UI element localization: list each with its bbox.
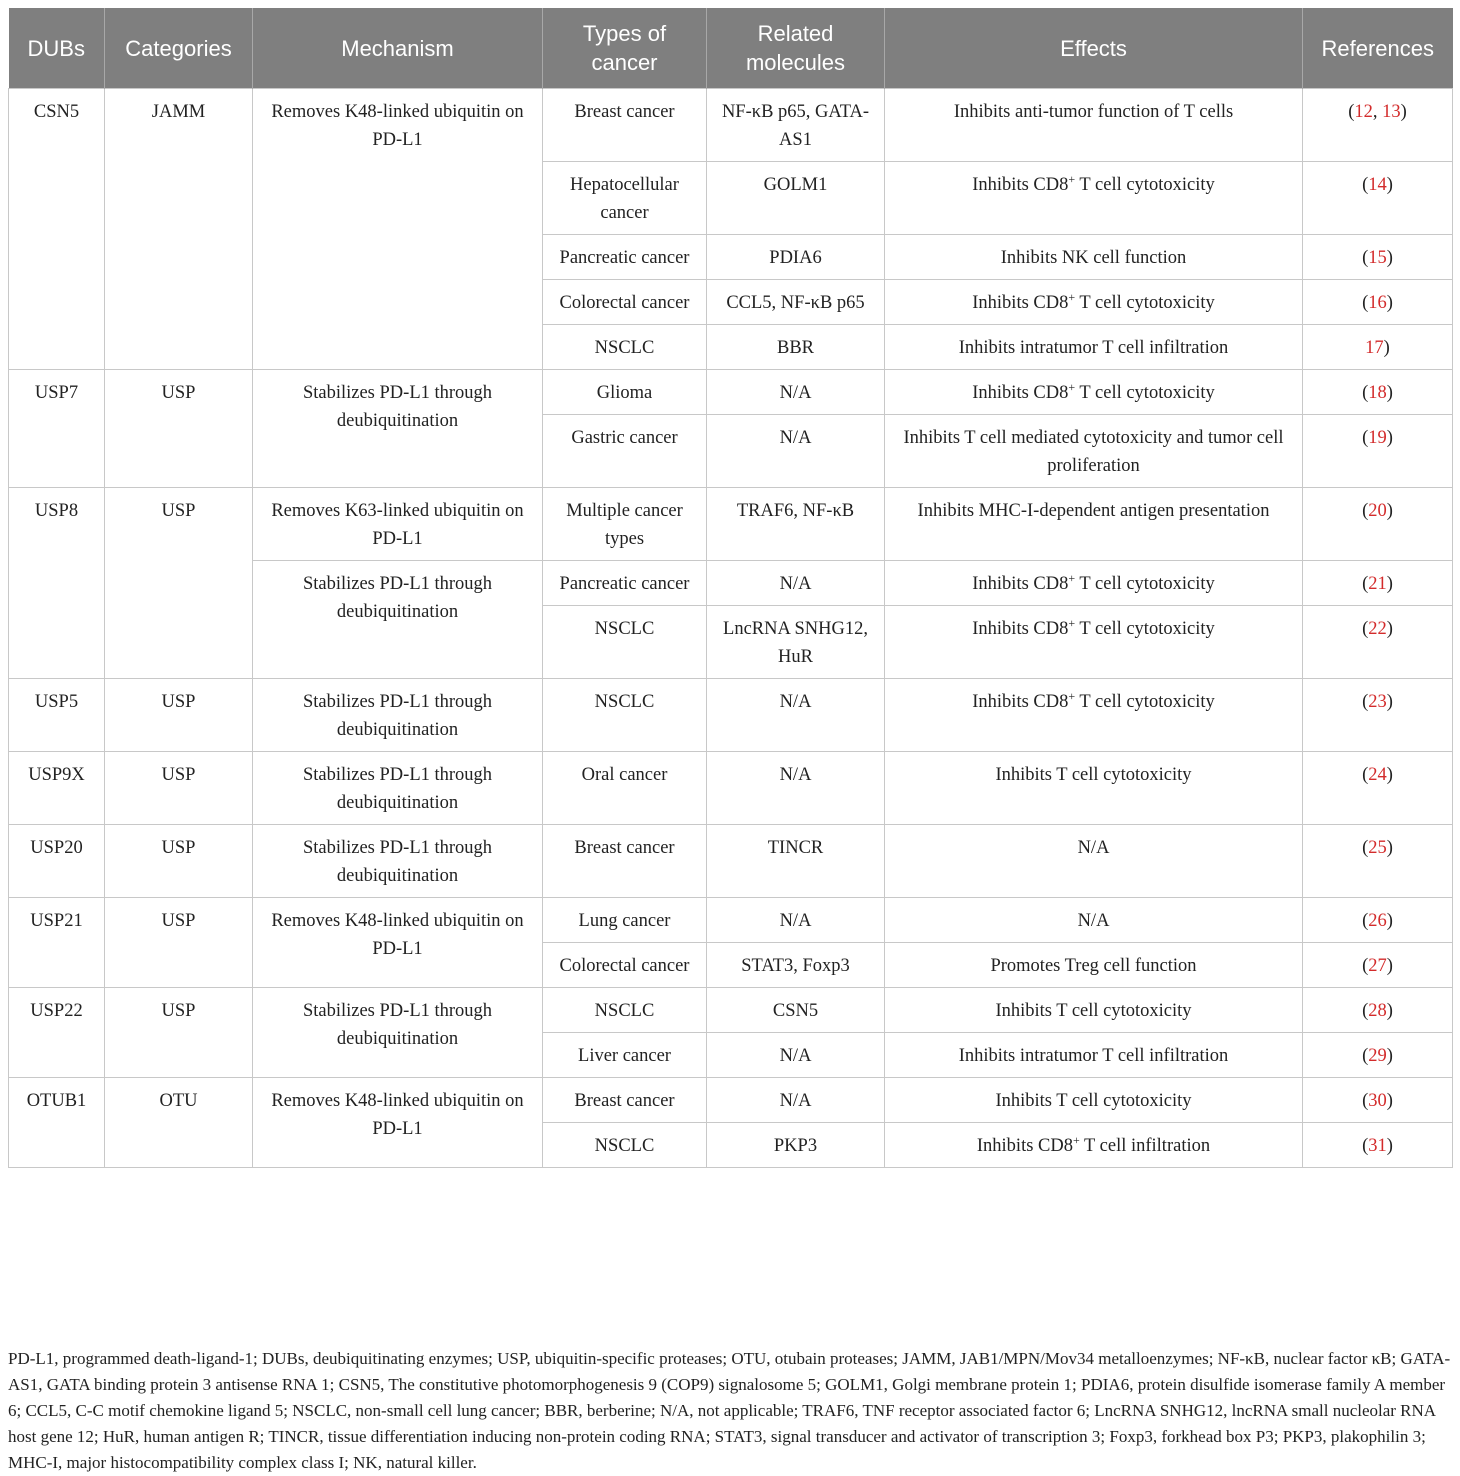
reference-cell bbox=[1303, 1123, 1453, 1168]
effect-text-rest: T cell cytotoxicity bbox=[1075, 619, 1215, 639]
category-cell: USP bbox=[105, 370, 253, 488]
table-footnote: PD-L1, programmed death-ligand-1; DUBs, deubiquitinating enzymes; USP, ubiquitin-specific proteases; OTU, otubain proteases; JAMM, JAB1/MPN/Mov34 metalloenzymes; NF-κB, nuclear factor κB; GATA-AS1, GATA binding protein 3 antisense RNA 1; CSN5, The constitutive photomorphogenesis 9 (COP9) signalosome 5; GOLM1, Golgi membrane protein 1; PDIA6, protein disulfide isomerase family A member 6; CCL5, C-C motif chemokine ligand 5; NSCLC, non-small cell lung cancer; BBR, berberine; N/A, not applicable; TRAF6, TNF receptor associated factor 6; LncRNA SNHG12, lncRNA small nucleolar RNA host gene 12; HuR, human antigen R; TINCR, tissue differentiation inducing non-protein coding RNA; STAT3, signal transducer and activator of transcription 3; Foxp3, forkhead box P3; PKP3, plakophilin 3; MHC-I, major histocompatibility complex class I; NK, natural killer. bbox=[8, 1349, 1451, 1472]
ref-close-paren: ) bbox=[1386, 248, 1393, 268]
effect-text: Inhibits CD8 bbox=[972, 692, 1069, 712]
ref-close-paren: ) bbox=[1386, 574, 1393, 594]
effect-cell bbox=[885, 561, 1303, 606]
related-molecules-cell: N/A bbox=[707, 752, 885, 825]
reference-link[interactable]: 22 bbox=[1368, 619, 1387, 639]
category-cell: USP bbox=[105, 825, 253, 898]
header-row bbox=[9, 8, 1453, 89]
mechanism-cell: Removes K48-linked ubiquitin on PD-L1 bbox=[253, 89, 543, 370]
ref-close-paren: ) bbox=[1386, 911, 1393, 931]
effect-text: Inhibits CD8 bbox=[972, 619, 1069, 639]
ref-close-paren: ) bbox=[1400, 102, 1407, 122]
ref-open-paren: ( bbox=[1362, 383, 1369, 403]
effect-text: Inhibits CD8 bbox=[972, 383, 1069, 403]
effect-cell: Inhibits T cell cytotoxicity bbox=[885, 988, 1303, 1033]
reference-link[interactable]: 20 bbox=[1368, 501, 1387, 521]
mechanism-cell: Stabilizes PD-L1 through deubiquitination bbox=[253, 561, 543, 679]
cancer-type-cell: Colorectal cancer bbox=[543, 280, 707, 325]
header-cell-dubs: DUBs bbox=[9, 8, 105, 89]
mechanism-cell: Removes K48-linked ubiquitin on PD-L1 bbox=[253, 898, 543, 988]
effect-cell bbox=[885, 679, 1303, 752]
ref-open-paren: ( bbox=[1362, 765, 1369, 785]
reference-cell bbox=[1303, 988, 1453, 1033]
reference-cell bbox=[1303, 679, 1453, 752]
mechanism-cell: Stabilizes PD-L1 through deubiquitination bbox=[253, 752, 543, 825]
reference-link[interactable]: 19 bbox=[1368, 428, 1387, 448]
dub-cell: CSN5 bbox=[9, 89, 105, 370]
ref-close-paren: ) bbox=[1386, 619, 1393, 639]
reference-cell bbox=[1303, 235, 1453, 280]
ref-close-paren: ) bbox=[1386, 428, 1393, 448]
table-row bbox=[9, 825, 1453, 898]
reference-cell bbox=[1303, 415, 1453, 488]
reference-link[interactable]: 21 bbox=[1368, 574, 1387, 594]
effect-text-rest: T cell cytotoxicity bbox=[1075, 574, 1215, 594]
category-cell: OTU bbox=[105, 1078, 253, 1168]
cancer-type-cell: Lung cancer bbox=[543, 898, 707, 943]
reference-cell bbox=[1303, 370, 1453, 415]
ref-open-paren: ( bbox=[1362, 1091, 1369, 1111]
ref-close-paren: ) bbox=[1383, 338, 1390, 358]
header-cell-references: References bbox=[1303, 8, 1453, 89]
reference-link[interactable]: 23 bbox=[1368, 692, 1387, 712]
effect-cell: Promotes Treg cell function bbox=[885, 943, 1303, 988]
cancer-type-cell: Breast cancer bbox=[543, 1078, 707, 1123]
effect-cell: Inhibits intratumor T cell infiltration bbox=[885, 1033, 1303, 1078]
header-cell-mechanism: Mechanism bbox=[253, 8, 543, 89]
ref-close-paren: ) bbox=[1386, 1046, 1393, 1066]
related-molecules-cell: N/A bbox=[707, 1033, 885, 1078]
cancer-type-cell: Glioma bbox=[543, 370, 707, 415]
mechanism-cell: Stabilizes PD-L1 through deubiquitination bbox=[253, 988, 543, 1078]
reference-link[interactable]: 25 bbox=[1368, 838, 1387, 858]
reference-cell bbox=[1303, 561, 1453, 606]
related-molecules-cell: CSN5 bbox=[707, 988, 885, 1033]
mechanism-cell: Stabilizes PD-L1 through deubiquitination bbox=[253, 679, 543, 752]
ref-close-paren: ) bbox=[1386, 293, 1393, 313]
cancer-type-cell: Liver cancer bbox=[543, 1033, 707, 1078]
category-cell: JAMM bbox=[105, 89, 253, 370]
reference-cell bbox=[1303, 898, 1453, 943]
table-row bbox=[9, 988, 1453, 1033]
cancer-type-cell: Hepatocellular cancer bbox=[543, 162, 707, 235]
table-row bbox=[9, 488, 1453, 561]
category-cell: USP bbox=[105, 679, 253, 752]
effect-text: Inhibits CD8 bbox=[972, 574, 1069, 594]
reference-link[interactable]: 28 bbox=[1368, 1001, 1387, 1021]
ref-close-paren: ) bbox=[1386, 501, 1393, 521]
effect-cell: Inhibits T cell mediated cytotoxicity and tumor cell proliferation bbox=[885, 415, 1303, 488]
related-molecules-cell: N/A bbox=[707, 370, 885, 415]
reference-link[interactable]: 18 bbox=[1368, 383, 1387, 403]
ref-open-paren: ( bbox=[1362, 911, 1369, 931]
superscript-plus: + bbox=[1068, 380, 1076, 394]
header-cell-categories: Categories bbox=[105, 8, 253, 89]
ref-open-paren: ( bbox=[1362, 574, 1369, 594]
related-molecules-cell: N/A bbox=[707, 415, 885, 488]
ref-close-paren: ) bbox=[1386, 1091, 1393, 1111]
related-molecules-cell: N/A bbox=[707, 898, 885, 943]
reference-link[interactable]: 24 bbox=[1368, 765, 1387, 785]
category-cell: USP bbox=[105, 988, 253, 1078]
dub-cell: USP21 bbox=[9, 898, 105, 988]
ref-open-paren: ( bbox=[1362, 1001, 1369, 1021]
table-row bbox=[9, 89, 1453, 162]
related-molecules-cell: N/A bbox=[707, 561, 885, 606]
effect-cell bbox=[885, 162, 1303, 235]
related-molecules-cell: N/A bbox=[707, 1078, 885, 1123]
superscript-plus: + bbox=[1068, 172, 1076, 186]
table-row bbox=[9, 752, 1453, 825]
ref-close-paren: ) bbox=[1386, 1001, 1393, 1021]
effect-cell: Inhibits MHC-I-dependent antigen presentation bbox=[885, 488, 1303, 561]
effect-cell: Inhibits T cell cytotoxicity bbox=[885, 1078, 1303, 1123]
mechanism-cell: Removes K63-linked ubiquitin on PD-L1 bbox=[253, 488, 543, 561]
reference-link[interactable]: 15 bbox=[1368, 248, 1387, 268]
ref-close-paren: ) bbox=[1386, 838, 1393, 858]
ref-close-paren: ) bbox=[1386, 765, 1393, 785]
cancer-type-cell: Colorectal cancer bbox=[543, 943, 707, 988]
cancer-type-cell: NSCLC bbox=[543, 606, 707, 679]
cancer-type-cell: NSCLC bbox=[543, 1123, 707, 1168]
effect-text-rest: T cell infiltration bbox=[1079, 1136, 1211, 1156]
header-cell-related-molecules: Related molecules bbox=[707, 8, 885, 89]
reference-link[interactable]: 26 bbox=[1368, 911, 1387, 931]
reference-link[interactable]: 27 bbox=[1368, 956, 1387, 976]
dub-cell: USP5 bbox=[9, 679, 105, 752]
ref-open-paren: ( bbox=[1362, 501, 1369, 521]
mechanism-cell: Stabilizes PD-L1 through deubiquitination bbox=[253, 370, 543, 488]
table-row bbox=[9, 1078, 1453, 1123]
effect-text-rest: T cell cytotoxicity bbox=[1075, 692, 1215, 712]
reference-cell bbox=[1303, 943, 1453, 988]
effect-cell bbox=[885, 370, 1303, 415]
effect-cell bbox=[885, 1123, 1303, 1168]
reference-link[interactable]: 17 bbox=[1365, 338, 1384, 358]
effect-cell bbox=[885, 606, 1303, 679]
dub-cell: USP8 bbox=[9, 488, 105, 679]
table-body bbox=[9, 89, 1453, 1168]
reference-cell bbox=[1303, 89, 1453, 162]
category-cell: USP bbox=[105, 752, 253, 825]
related-molecules-cell: CCL5, NF-κB p65 bbox=[707, 280, 885, 325]
ref-open-paren: ( bbox=[1362, 692, 1369, 712]
effect-cell: Inhibits anti-tumor function of T cells bbox=[885, 89, 1303, 162]
reference-cell bbox=[1303, 825, 1453, 898]
related-molecules-cell: PKP3 bbox=[707, 1123, 885, 1168]
reference-cell bbox=[1303, 488, 1453, 561]
ref-open-paren: ( bbox=[1362, 1046, 1369, 1066]
effect-cell: N/A bbox=[885, 825, 1303, 898]
dub-cell: USP7 bbox=[9, 370, 105, 488]
superscript-plus: + bbox=[1068, 571, 1076, 585]
reference-cell bbox=[1303, 1078, 1453, 1123]
effect-text-rest: T cell cytotoxicity bbox=[1075, 175, 1215, 195]
ref-open-paren: ( bbox=[1362, 956, 1369, 976]
table-container bbox=[8, 8, 1452, 1168]
related-molecules-cell: TINCR bbox=[707, 825, 885, 898]
effect-cell: Inhibits intratumor T cell infiltration bbox=[885, 325, 1303, 370]
superscript-plus: + bbox=[1068, 290, 1076, 304]
dub-cell: USP20 bbox=[9, 825, 105, 898]
reference-link[interactable]: 14 bbox=[1368, 175, 1387, 195]
reference-cell bbox=[1303, 325, 1453, 370]
reference-link[interactable]: 29 bbox=[1368, 1046, 1387, 1066]
table-row bbox=[9, 898, 1453, 943]
related-molecules-cell: BBR bbox=[707, 325, 885, 370]
cancer-type-cell: NSCLC bbox=[543, 325, 707, 370]
reference-link[interactable]: 30 bbox=[1368, 1091, 1387, 1111]
reference-cell bbox=[1303, 752, 1453, 825]
superscript-plus: + bbox=[1068, 616, 1076, 630]
related-molecules-cell: LncRNA SNHG12, HuR bbox=[707, 606, 885, 679]
ref-open-paren: ( bbox=[1362, 175, 1369, 195]
header-cell-effects: Effects bbox=[885, 8, 1303, 89]
ref-close-paren: ) bbox=[1386, 175, 1393, 195]
related-molecules-cell: GOLM1 bbox=[707, 162, 885, 235]
ref-open-paren: ( bbox=[1362, 838, 1369, 858]
dub-cell: USP22 bbox=[9, 988, 105, 1078]
ref-open-paren: ( bbox=[1362, 619, 1369, 639]
reference-link[interactable]: 13 bbox=[1382, 102, 1401, 122]
cancer-type-cell: Breast cancer bbox=[543, 89, 707, 162]
reference-cell bbox=[1303, 1033, 1453, 1078]
dub-cell: USP9X bbox=[9, 752, 105, 825]
header-cell-cancer-types: Types of cancer bbox=[543, 8, 707, 89]
category-cell: USP bbox=[105, 898, 253, 988]
ref-open-paren: ( bbox=[1362, 293, 1369, 313]
reference-link[interactable]: 16 bbox=[1368, 293, 1387, 313]
dub-table bbox=[8, 8, 1453, 1168]
cancer-type-cell: NSCLC bbox=[543, 679, 707, 752]
effect-text-rest: T cell cytotoxicity bbox=[1075, 293, 1215, 313]
superscript-plus: + bbox=[1072, 1133, 1080, 1147]
cancer-type-cell: Breast cancer bbox=[543, 825, 707, 898]
ref-open-paren: ( bbox=[1362, 248, 1369, 268]
ref-close-paren: ) bbox=[1386, 383, 1393, 403]
related-molecules-cell: PDIA6 bbox=[707, 235, 885, 280]
ref-close-paren: ) bbox=[1386, 1136, 1393, 1156]
category-cell: USP bbox=[105, 488, 253, 679]
effect-text: Inhibits CD8 bbox=[972, 293, 1069, 313]
effect-cell: Inhibits NK cell function bbox=[885, 235, 1303, 280]
reference-link[interactable]: 12 bbox=[1354, 102, 1373, 122]
cancer-type-cell: Gastric cancer bbox=[543, 415, 707, 488]
related-molecules-cell: STAT3, Foxp3 bbox=[707, 943, 885, 988]
related-molecules-cell: N/A bbox=[707, 679, 885, 752]
mechanism-cell: Removes K48-linked ubiquitin on PD-L1 bbox=[253, 1078, 543, 1168]
table-header bbox=[9, 8, 1453, 89]
related-molecules-cell: NF-κB p65, GATA-AS1 bbox=[707, 89, 885, 162]
effect-cell: Inhibits T cell cytotoxicity bbox=[885, 752, 1303, 825]
ref-open-paren: ( bbox=[1362, 428, 1369, 448]
ref-open-paren: ( bbox=[1348, 102, 1355, 122]
effect-text: Inhibits CD8 bbox=[972, 175, 1069, 195]
mechanism-cell: Stabilizes PD-L1 through deubiquitination bbox=[253, 825, 543, 898]
ref-close-paren: ) bbox=[1386, 692, 1393, 712]
ref-separator: , bbox=[1372, 102, 1383, 122]
cancer-type-cell: Pancreatic cancer bbox=[543, 235, 707, 280]
cancer-type-cell: NSCLC bbox=[543, 988, 707, 1033]
ref-close-paren: ) bbox=[1386, 956, 1393, 976]
effect-cell: N/A bbox=[885, 898, 1303, 943]
reference-cell bbox=[1303, 280, 1453, 325]
effect-cell bbox=[885, 280, 1303, 325]
dub-cell: OTUB1 bbox=[9, 1078, 105, 1168]
cancer-type-cell: Oral cancer bbox=[543, 752, 707, 825]
reference-link[interactable]: 31 bbox=[1368, 1136, 1387, 1156]
related-molecules-cell: TRAF6, NF-κB bbox=[707, 488, 885, 561]
cancer-type-cell: Multiple cancer types bbox=[543, 488, 707, 561]
superscript-plus: + bbox=[1068, 689, 1076, 703]
cancer-type-cell: Pancreatic cancer bbox=[543, 561, 707, 606]
ref-open-paren: ( bbox=[1362, 1136, 1369, 1156]
reference-cell bbox=[1303, 606, 1453, 679]
effect-text-rest: T cell cytotoxicity bbox=[1075, 383, 1215, 403]
table-row bbox=[9, 370, 1453, 415]
effect-text: Inhibits CD8 bbox=[976, 1136, 1073, 1156]
table-row bbox=[9, 679, 1453, 752]
reference-cell bbox=[1303, 162, 1453, 235]
